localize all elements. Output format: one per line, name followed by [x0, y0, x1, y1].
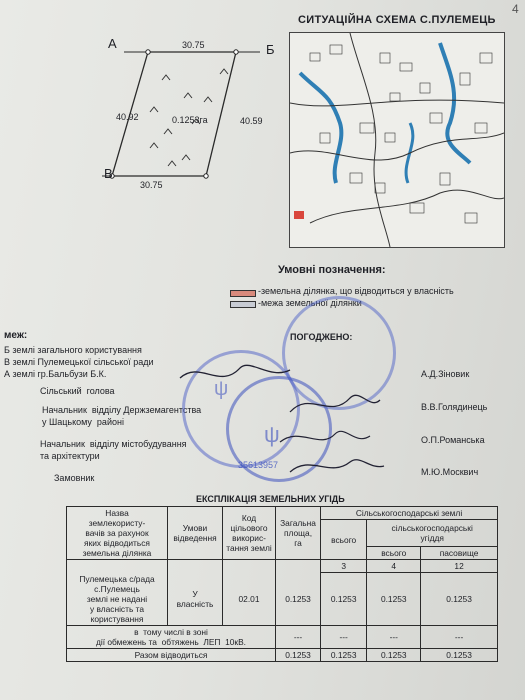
situation-map — [289, 32, 505, 248]
cell-agri-all: 0.1253 — [321, 573, 367, 626]
header-conditions: Умови відведення — [168, 507, 223, 560]
trident-emblem-icon: ψ — [264, 422, 280, 447]
cell-grounds-all: 0.1253 — [367, 573, 421, 626]
explication-table — [66, 506, 498, 662]
cell-total: 0.1253 — [276, 573, 321, 626]
border-line: В землі Пулемецької сільської ради — [4, 357, 154, 367]
zone-cell: --- — [421, 625, 498, 648]
zone-cell: --- — [367, 625, 421, 648]
legend-item-plot: -земельна ділянка, що відводиться у власність — [258, 286, 454, 296]
corner-b-label: Б — [266, 42, 275, 57]
table-row — [67, 648, 498, 661]
total-cell: 0.1253 — [421, 648, 498, 661]
corner-a-label: А — [108, 36, 117, 51]
page-marker: 4 — [512, 2, 519, 16]
cell-owner: Пулемецька с/рада с.Пулемець землі не надані у власність та користування — [67, 573, 168, 626]
zone-row-label: в тому числі в зоні дії обмежень та обтяжень ЛЕП 10кВ. — [67, 625, 276, 648]
legend-swatch-plot — [230, 290, 256, 297]
table-row — [67, 625, 498, 648]
header-agri-all: всього — [321, 520, 367, 560]
approval-name: М.Ю.Москвич — [421, 467, 479, 477]
approval-title: ПОГОДЖЕНО: — [290, 332, 353, 342]
approval-role: Сільський голова — [40, 386, 115, 396]
cell-conditions: У власність — [168, 573, 223, 626]
column-number: 4 — [367, 560, 421, 573]
legend-swatch-boundary — [230, 301, 256, 308]
header-agri-grounds: сільськогосподарські угіддя — [367, 520, 498, 547]
top-side-length: 30.75 — [182, 40, 205, 50]
cell-code: 02.01 — [223, 573, 276, 626]
situation-title: СИТУАЦІЙНА СХЕМА С.ПУЛЕМЕЦЬ — [298, 14, 496, 26]
column-number: 12 — [421, 560, 498, 573]
approval-name: О.П.Романська — [421, 435, 485, 445]
total-cell: 0.1253 — [367, 648, 421, 661]
signatures — [170, 350, 400, 490]
border-line: Б землі загального користування — [4, 345, 142, 355]
header-total: Загальна площа, га — [276, 507, 321, 560]
header-grounds-all: всього — [367, 547, 421, 560]
explication-title: ЕКСПЛІКАЦІЯ ЗЕМЕЛЬНИХ УГІДЬ — [196, 494, 345, 504]
stamp-code: 35613957 — [238, 460, 279, 470]
situation-map-drawing — [290, 33, 504, 247]
cell-pasture: 0.1253 — [421, 573, 498, 626]
header-code: Код цільового викорис- тання землі — [223, 507, 276, 560]
bottom-side-length: 30.75 — [140, 180, 163, 190]
total-cell: 0.1253 — [276, 648, 321, 661]
left-side-length: 40.92 — [116, 112, 139, 122]
zone-cell: --- — [276, 625, 321, 648]
plot-area: 0.1253га — [172, 115, 208, 125]
column-number: 3 — [321, 560, 367, 573]
corner-v-label: В — [104, 166, 113, 181]
header-agri-land: Сільськогосподарські землі — [321, 507, 498, 520]
approval-name: А.Д.Зіновик — [421, 369, 470, 379]
legend-title: Умовні позначення: — [278, 264, 386, 276]
table-row — [67, 573, 498, 626]
legend-item-boundary: -межа земельної ділянки — [258, 298, 362, 308]
approval-role: Начальник відділу містобудування та архітектури — [40, 439, 187, 461]
approval-role: Начальник відділу Держземагентства у Шацькому районі — [42, 405, 202, 427]
header-pasture: пасовище — [421, 547, 498, 560]
border-line: А землі гр.Бальбузи Б.К. — [4, 369, 107, 379]
total-row-label: Разом відводиться — [67, 648, 276, 661]
borders-title: меж: — [4, 330, 28, 341]
zone-cell: --- — [321, 625, 367, 648]
trident-emblem-icon: ψ — [214, 378, 229, 400]
approval-role: Замовник — [54, 473, 95, 483]
approval-name: В.В.Голядинець — [421, 402, 488, 412]
right-side-length: 40.59 — [240, 116, 263, 126]
total-cell: 0.1253 — [321, 648, 367, 661]
header-owner: Назва землекористу- вачів за рахунок яких відводиться земельна ділянка — [67, 507, 168, 560]
